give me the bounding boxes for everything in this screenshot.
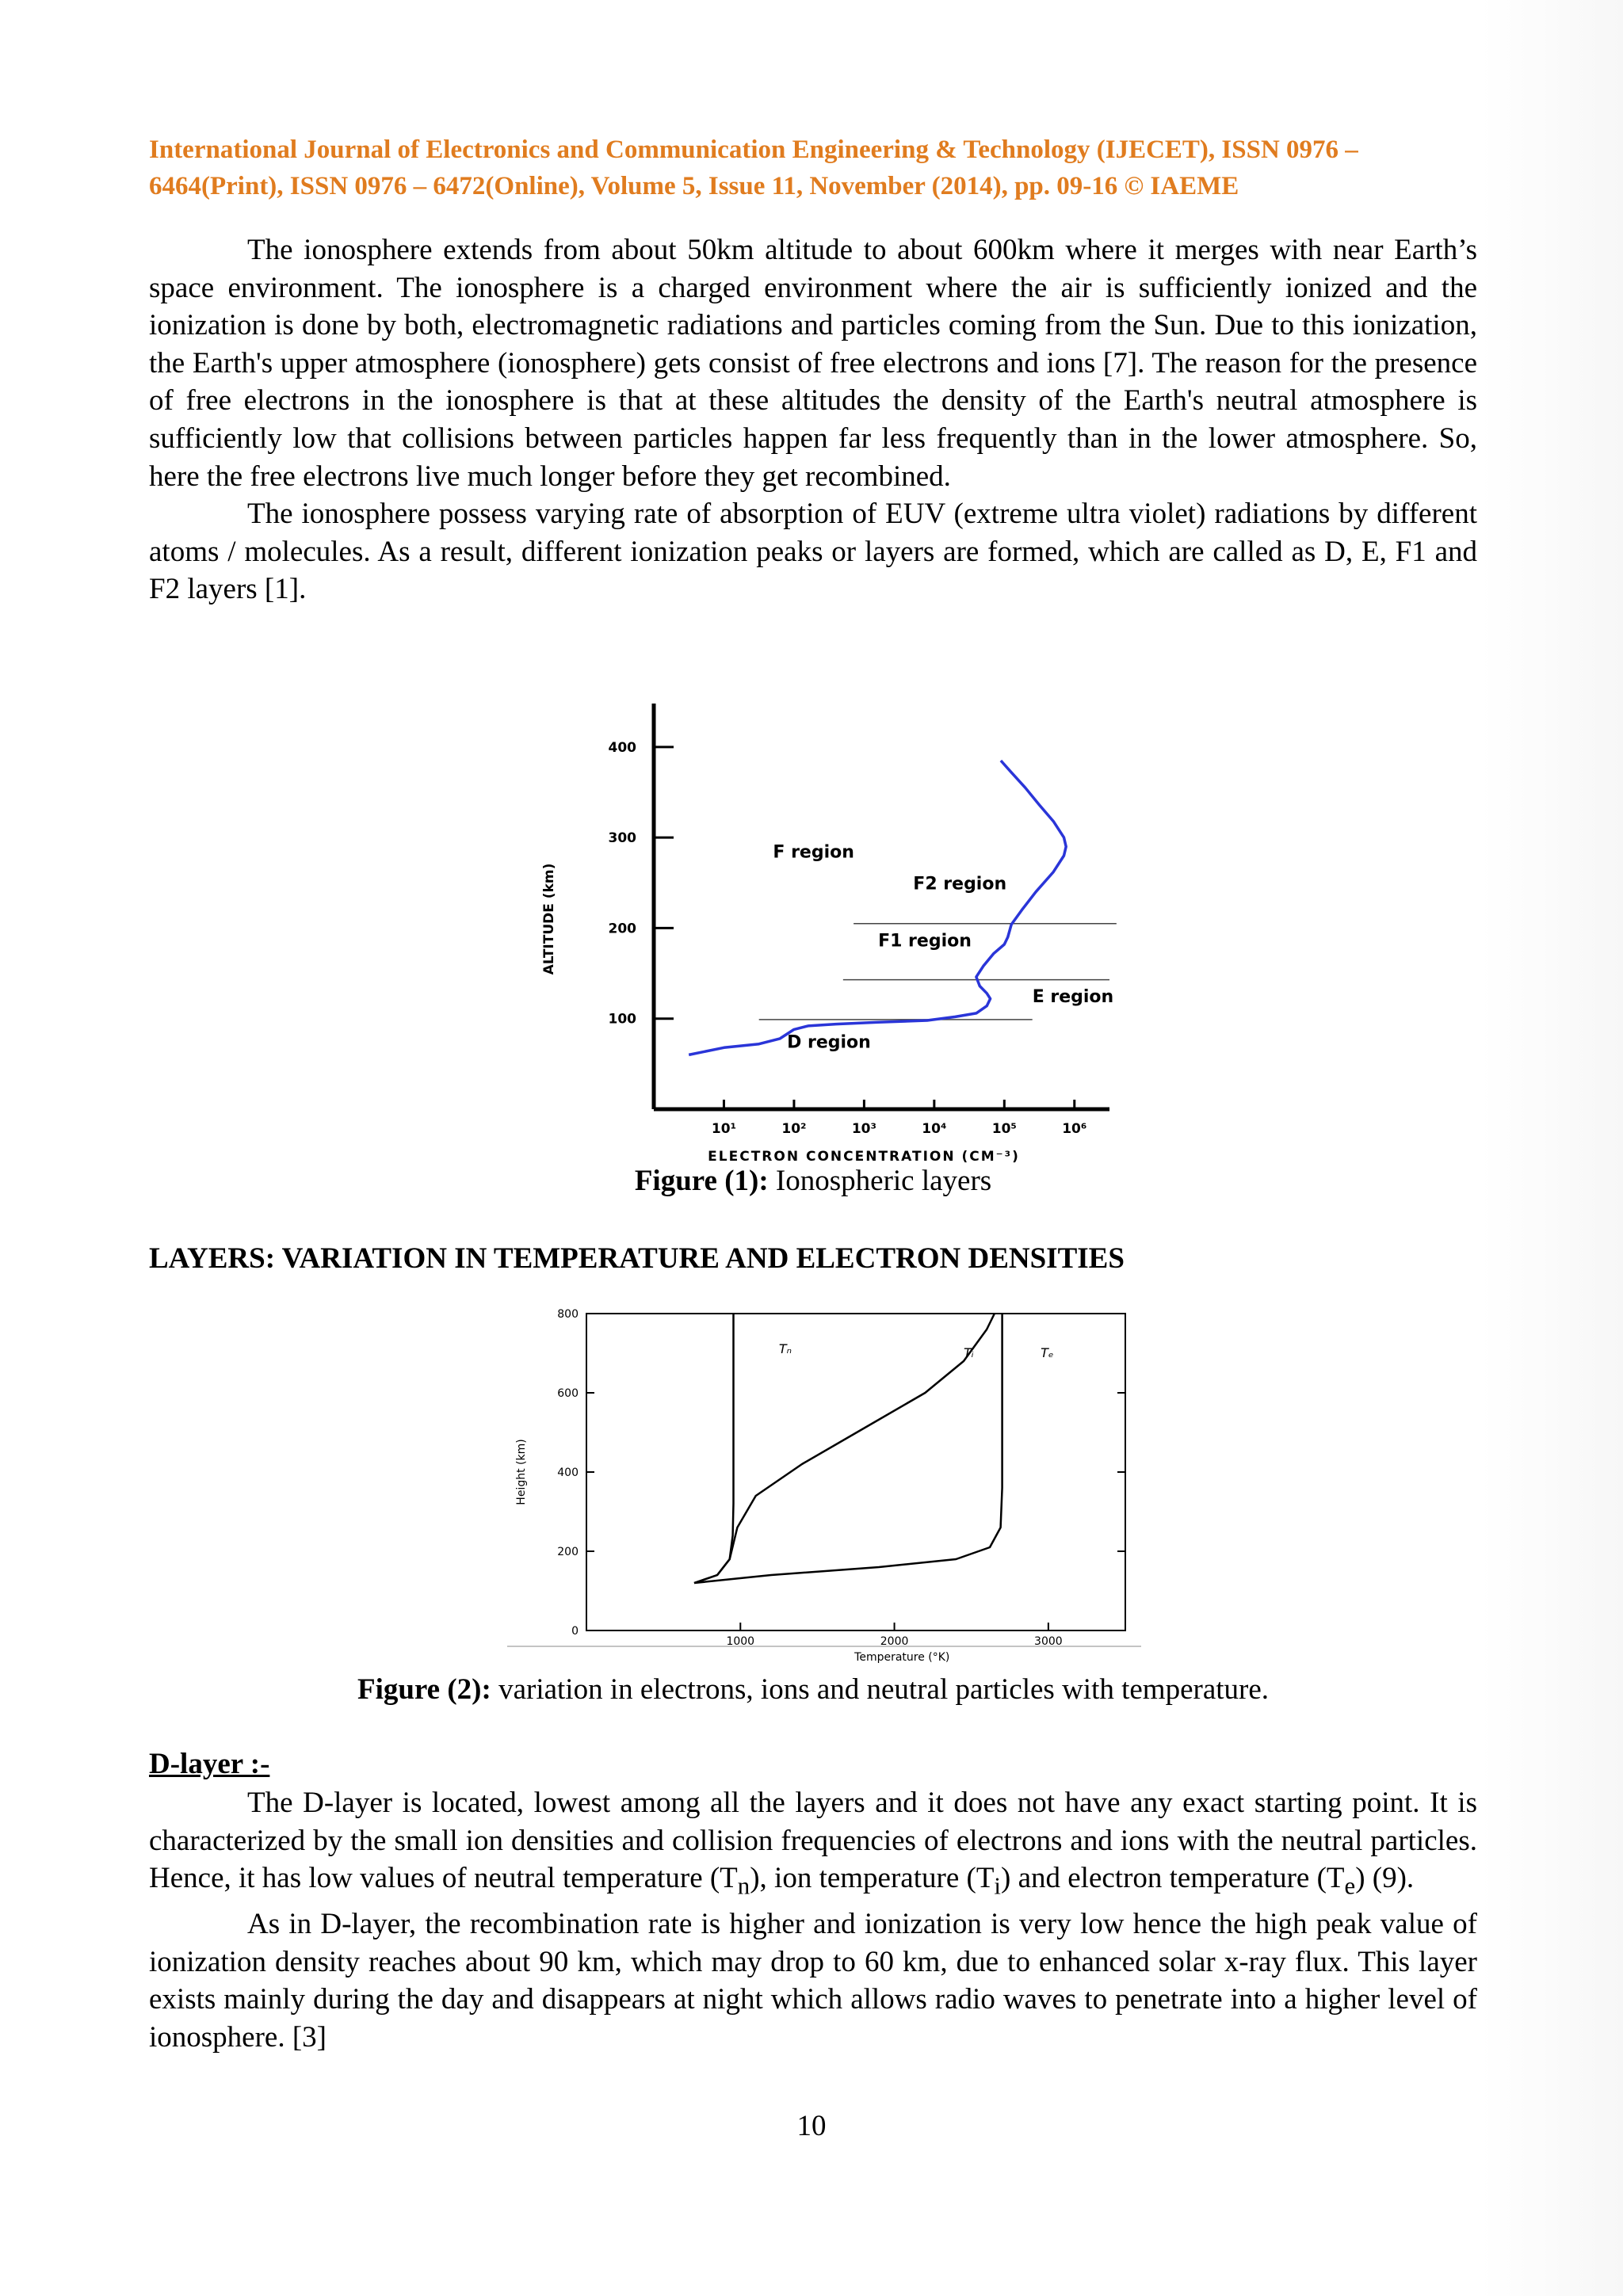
d-layer-paragraphs: [149, 1784, 1477, 2057]
y-tick-label: 200: [557, 1546, 579, 1558]
region-label: F region: [773, 842, 854, 863]
figure-1-region-labels: [773, 842, 1113, 1052]
series-label-ti: Tᵢ: [964, 1345, 974, 1360]
x-axis-label: Temperature (°K): [854, 1651, 950, 1664]
d-layer-paragraph-2: As in D-layer, the recombination rate is higher and ionization is very low hence the high peak value of ionization density reaches about 90 km, which may drop to 60 km, due to enhanced solar x-ray flux. This layer exists mainly during the day and disappears at night which allows radio waves to penetrate into a higher level of ionosphere. [3]: [149, 1908, 1477, 2054]
page-number: 10: [796, 2110, 827, 2142]
electron-concentration-curve: [689, 761, 1066, 1055]
y-tick-label: 200: [608, 921, 636, 937]
y-tick-label: 400: [557, 1466, 579, 1479]
region-label: E region: [1032, 987, 1114, 1008]
section-heading: LAYERS: VARIATION IN TEMPERATURE AND ELECTRON DENSITIES: [149, 1242, 1125, 1275]
x-tick-label: 10⁵: [991, 1121, 1017, 1137]
x-tick-label: 10³: [851, 1121, 876, 1137]
x-axis-label: ELECTRON CONCENTRATION (CM⁻³): [708, 1149, 1020, 1165]
d-layer-heading: D-layer :-: [149, 1748, 270, 1780]
temperature-curve-tn: [694, 1314, 734, 1583]
figure-2-temperature-chart: [491, 1299, 1141, 1680]
scan-shade: [1480, 0, 1623, 2296]
region-label: D region: [787, 1032, 871, 1053]
y-tick-label: 100: [608, 1011, 636, 1028]
header-line-2: 6464(Print), ISSN 0976 – 6472(Online), Volume 5, Issue 11, November (2014), pp. 09-16 © IAEME: [149, 172, 1239, 200]
x-tick-label: 10¹: [711, 1121, 737, 1137]
paragraph-2: The ionosphere possess varying rate of absorption of EUV (extreme ultra violet) radiations by different atoms / molecules. As a result, different ionization peaks or layers are formed, which are called as D, E, F1 and F2 layers [1].: [149, 498, 1477, 606]
figure-1-ionospheric-layers-chart: [507, 697, 1141, 1165]
region-label: F1 region: [878, 931, 972, 952]
y-axis-label: Height (km): [515, 1439, 528, 1505]
figure-2-axes: [507, 1308, 1141, 1664]
figure-2-caption-text: variation in electrons, ions and neutral particles with temperature.: [491, 1673, 1270, 1706]
region-label: F2 region: [913, 874, 1007, 894]
x-tick-label: 3000: [1034, 1635, 1063, 1648]
y-tick-label: 800: [557, 1308, 579, 1321]
figure-1-axes: [541, 704, 1109, 1165]
figure-1-caption-text: Ionospheric layers: [768, 1165, 992, 1197]
y-tick-label: 300: [608, 830, 636, 847]
figure-2-caption: [149, 1672, 1477, 1708]
figure-2-curves: [694, 1314, 1054, 1583]
d-layer-paragraph-1: The D-layer is located, lowest among all the layers and it does not have any exact starting point. It is characterized by the small ion densities and collision frequencies of electrons and ions with the neutral particles. Hence, it has low values of neutral temperature $(T_n)$, ion temperature $(T_i)$ and electron temperature $(T_e)$ (9).: [149, 1787, 1477, 1900]
figure-1-caption: [149, 1163, 1477, 1199]
plot-frame: [586, 1314, 1125, 1630]
x-tick-label: 2000: [880, 1635, 909, 1648]
y-axis-label: ALTITUDE (km): [541, 863, 557, 975]
series-label-tn: Tₙ: [778, 1341, 792, 1356]
y-tick-label: 0: [571, 1625, 579, 1638]
x-tick-label: 1000: [726, 1635, 755, 1648]
x-tick-label: 10²: [781, 1121, 807, 1137]
journal-header: [149, 132, 1480, 204]
y-tick-label: 600: [557, 1387, 579, 1400]
paragraph-1: The ionosphere extends from about 50km altitude to about 600km where it merges with near Earth’s space environment. The ionosphere is a charged environment where the air is sufficiently ionized and the ionization is done by both, electromagnetic radiations and particles coming from the Sun. Due to this ionization, the Earth's upper atmosphere (ionosphere) gets consist of free electrons and ions [7]. The reason for the presence of free electrons in the ionosphere is that at these altitudes the density of the Earth's neutral atmosphere is sufficiently low that collisions between particles happen far less frequently than in the lower atmosphere. So, here the free electrons live much longer before they get recombined.: [149, 234, 1477, 493]
series-label-te: Tₑ: [1041, 1345, 1054, 1360]
temperature-curve-te: [694, 1314, 1002, 1583]
figure-1-curve: [689, 761, 1066, 1055]
figure-2-caption-label: Figure (2):: [357, 1673, 491, 1706]
x-tick-label: 10⁴: [922, 1121, 947, 1137]
intro-paragraphs: [149, 231, 1477, 608]
x-tick-label: 10⁶: [1062, 1121, 1087, 1137]
figure-1-caption-label: Figure (1):: [634, 1165, 769, 1197]
temperature-curve-ti: [694, 1314, 995, 1583]
y-tick-label: 400: [608, 739, 636, 756]
header-line-1: International Journal of Electronics and Communication Engineering & Technology (IJECET), ISSN 0976 –: [149, 135, 1358, 164]
